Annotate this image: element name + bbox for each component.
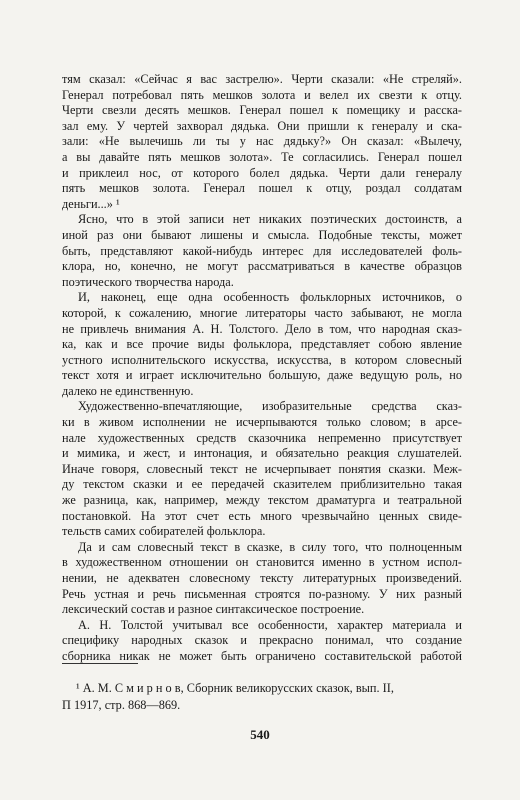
footnote-divider <box>62 663 138 664</box>
text-line: Иначе говоря, словесный текст не исчерпывает понятия сказки. Меж- <box>62 461 462 476</box>
text-line: нении, не адекватен словесному тексту литературных произведений. <box>62 571 462 585</box>
text-line: пять мешков золота. Генерал пошел к отцу, роздал солдатам <box>62 181 462 196</box>
text-line: в художественном отношении он становится именно в устном испол- <box>62 555 462 570</box>
text-line: устного исполнительского искусства, искусства, в котором словесный <box>62 352 462 367</box>
main-text <box>62 72 462 665</box>
text-line: лексический состав и разное синтаксическое построение. <box>62 602 365 617</box>
text-line: быть, представляют какой-нибудь интерес для исследователей фоль- <box>62 243 462 258</box>
paragraph-first-line: Да и сам словесный текст в сказке, в силу того, что полноценным <box>78 539 462 554</box>
footnote-line: П 1917, стр. 868—869. <box>62 698 181 712</box>
paragraph-first-line: Художественно-впечатляющие, изобразительные средства сказ- <box>78 399 462 414</box>
text-line: далеко не единственную. <box>62 383 194 398</box>
text-line: специфику народных сказок и прекрасно понимал, что создание <box>62 633 462 648</box>
text-line: не привлечь внимания А. Н. Толстого. Дело в том, что народная сказ- <box>62 321 462 336</box>
text-line: зал ему. У чертей захворал дядька. Они пришли к генералу и ска- <box>62 118 462 133</box>
text-line: постановкой. На этот счет есть много чрезвычайно ценных свиде- <box>62 508 462 523</box>
text-line: Генерал потребовал пять мешков золота и велел их свезти к отцу. <box>62 87 462 102</box>
text-line: ки в живом исполнении не исчерпываются только словом; в арсе- <box>62 415 462 430</box>
text-line: и приклеил нос, от которого болел дядька. Черти дали генералу <box>62 165 462 180</box>
text-line: Черти свезли десять мешков. Генерал пошел к помещику и расска- <box>62 103 462 118</box>
text-line: деньги...» ¹ <box>62 196 120 211</box>
text-line: тельств самих собирателей фольклора. <box>62 524 266 539</box>
text-line: тям сказал: «Сейчас я вас застрелю». Черти сказали: «Не стреляй». <box>62 72 462 86</box>
text-line: текст хотя и играет исключительно большую, даже ведущую роль, но <box>62 368 462 383</box>
text-line: а вы давайте пять мешков золота». Те согласились. Генерал пошел <box>62 149 462 164</box>
text-line: ка, как и все прочие виды фольклора, представляет собою явление <box>62 337 462 352</box>
paragraph-first-line: И, наконец, еще одна особенность фольклорных источников, о <box>78 290 462 305</box>
footnote-line: ¹ А. М. С м и р н о в, Сборник великорусских сказок, вып. II, <box>76 681 394 695</box>
text-line: и мимика, и жест, и интонация, и обязательно реакция слушателей. <box>62 446 462 461</box>
text-line: нале художественных средств сказочника непременно присутствует <box>62 430 462 445</box>
text-line: зали: «Не вылечишь ли ты у нас дядьку?» Он сказал: «Вылечу, <box>62 134 462 149</box>
text-line: поэтического творчества народа. <box>62 274 234 289</box>
text-line: ду текстом сказки и ее передачей сказителем приблизительно такая <box>62 477 462 492</box>
text-line: сборника никак не может быть ограничено составительской работой <box>62 648 462 663</box>
paragraph-first-line: А. Н. Толстой учитывал все особенности, характер материала и <box>78 617 462 632</box>
footnote <box>62 680 462 714</box>
text-line: иной раз они бывают лишены и смысла. Подобные тексты, может <box>62 227 462 242</box>
text-line: Речь устная и речь письменная строятся по-разному. У них разный <box>62 586 462 601</box>
page-number: 540 <box>250 727 270 742</box>
text-line: же разница, как, например, между текстом драматурга и театральной <box>62 493 462 508</box>
paragraph-first-line: Ясно, что в этой записи нет никаких поэтических достоинств, а <box>78 212 462 227</box>
text-line: клора, но, конечно, не могут рассматриваться в качестве образцов <box>62 259 462 274</box>
text-line: которой, к сожалению, многие литераторы часто забывают, не могла <box>62 305 462 320</box>
